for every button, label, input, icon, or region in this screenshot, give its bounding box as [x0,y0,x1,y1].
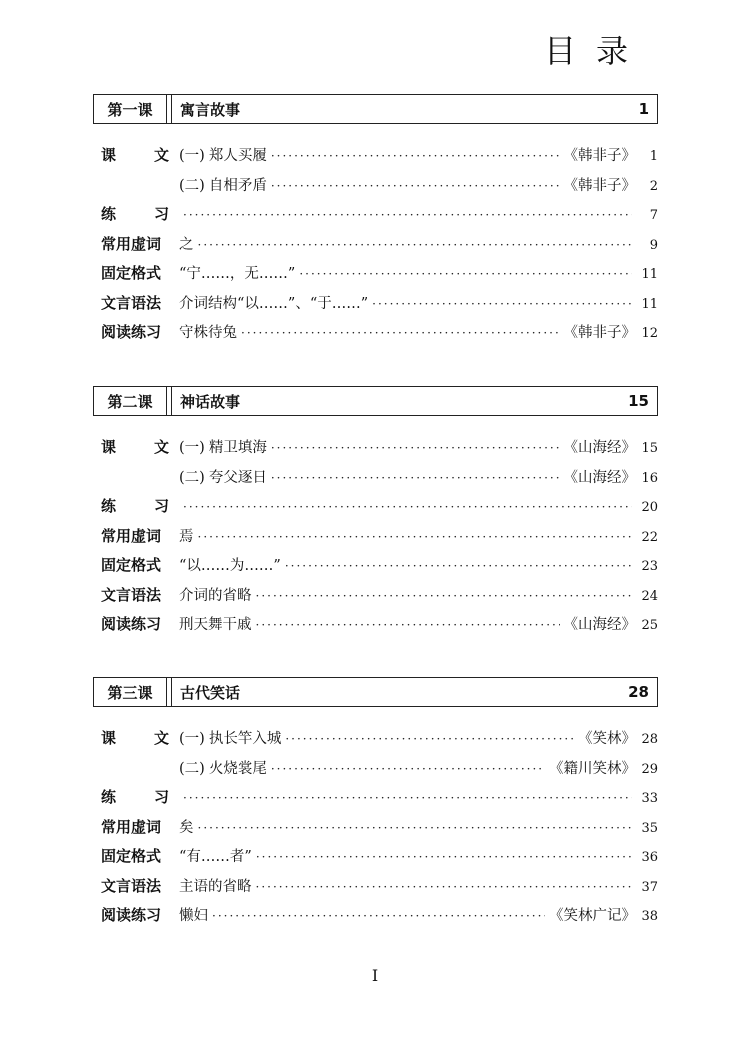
toc-entry[interactable] [93,875,658,905]
entry-source: 《韩非子》 [563,148,636,164]
dot-leader [271,149,560,163]
dot-leader [271,471,560,485]
entry-label [179,845,252,866]
toc-entry[interactable] [93,436,658,466]
entry-label [179,262,295,283]
entry-page-number: 28 [641,732,658,747]
entry-page-number: 25 [641,618,658,633]
entry-category: 固定格式 [101,847,162,865]
entry-text: 主语的省略 [179,878,252,895]
toc-entry[interactable] [93,554,658,584]
entry-page-number: 2 [649,178,658,194]
dot-leader [256,850,632,864]
entry-source: 《笑林》 [578,731,636,747]
dot-leader [256,618,560,632]
dot-leader [271,762,545,776]
toc-entry[interactable] [93,174,658,204]
entry-page-number: 15 [641,441,658,456]
page-title: 目录 [543,32,648,70]
entry-category: 固定格式 [101,264,162,282]
toc-entry[interactable] [93,845,658,875]
lesson-header[interactable] [93,94,658,124]
dot-leader [372,297,632,311]
toc-entry[interactable] [93,525,658,555]
entry-category: 文言语法 [101,293,162,312]
entry-source: 《籍川笑林》 [549,760,636,777]
entry-label [179,554,281,575]
entry-label [179,144,267,165]
entry-category: 常用虚词 [101,526,162,545]
entry-text: 郑人买履 [208,148,267,164]
lesson-title-bar [171,678,657,706]
lesson-number: 第三课 [94,678,167,706]
toc-entry[interactable] [93,262,658,292]
entry-text: 焉 [179,528,194,545]
entry-label [179,727,281,748]
entry-page-number: 7 [649,208,658,223]
entry-page-number: 36 [641,850,658,865]
entry-label [179,816,194,837]
dot-leader [183,208,632,222]
toc-entry[interactable] [93,321,658,351]
dot-leader [198,530,633,544]
entry-text: “宁……，无……” [179,266,296,282]
lesson-title: 古代笑话 [180,683,241,702]
entry-label [179,875,252,896]
lesson-title-bar [171,387,657,415]
entry-page-number: 35 [641,820,658,836]
entry-label [179,436,267,457]
entry-text: 自相矛盾 [208,177,267,194]
entry-text: 介词结构“以……”、“于……” [179,295,369,312]
entry-category: 常用虚词 [101,234,162,253]
toc-entry[interactable] [93,233,658,263]
entry-page-number: 23 [641,559,658,574]
entry-page-number: 29 [641,761,658,777]
toc-entry[interactable] [93,727,658,757]
toc-entry[interactable] [93,584,658,614]
dot-leader [241,326,560,340]
page-number: I [371,966,379,985]
lesson-section [93,94,658,351]
entry-source: 《山海经》 [563,617,636,633]
lesson-number: 第一课 [94,95,167,123]
entry-sub-number: (一) [179,148,205,164]
entry-page-number: 33 [641,791,658,806]
entry-sub-number: (二) [179,760,205,777]
dot-leader [256,589,633,603]
entry-page-number: 11 [641,296,658,312]
entry-category: 常用虚词 [101,817,162,836]
toc-entry[interactable] [93,904,658,934]
entry-category: 课 文 [101,146,169,164]
entry-source: 《韩非子》 [563,177,636,194]
toc-entry[interactable] [93,292,658,322]
entry-page-number: 12 [641,326,658,341]
entry-category: 课 文 [101,729,169,747]
entry-page-number: 1 [649,149,658,164]
entry-page-number: 37 [641,879,658,895]
entry-page-number: 24 [641,588,658,604]
entry-text: 懒妇 [179,908,208,924]
entry-sub-number: (一) [179,731,205,747]
lesson-header[interactable] [93,677,658,707]
lesson-title: 寓言故事 [180,100,241,119]
entry-sub-number: (二) [179,469,205,486]
entry-category: 固定格式 [101,556,162,574]
entry-category: 课 文 [101,438,169,456]
entry-page-number: 11 [641,267,658,282]
entry-page-number: 22 [641,529,658,545]
dot-leader [198,821,633,835]
lesson-section [93,386,658,643]
lesson-title-bar [171,95,657,123]
toc-entry[interactable] [93,816,658,846]
dot-leader [285,732,574,746]
entry-category: 文言语法 [101,876,162,895]
entry-category: 练 习 [101,497,169,515]
dot-leader [285,559,632,573]
entry-label [179,233,194,254]
entry-category: 阅读练习 [101,615,162,633]
entry-text: 刑天舞干戚 [179,617,252,633]
entry-text: 夸父逐日 [208,469,267,486]
entry-category: 练 习 [101,788,169,806]
toc-entry[interactable] [93,757,658,787]
dot-leader [183,500,632,514]
entry-text: 精卫填海 [208,440,267,456]
toc-entry[interactable] [93,495,658,525]
dot-leader [183,791,632,805]
entry-source: 《韩非子》 [563,325,636,341]
lesson-section [93,677,658,934]
lesson-page-number: 1 [638,100,649,118]
entry-page-number: 38 [641,909,658,924]
dot-leader [271,179,560,193]
lesson-number: 第二课 [94,387,167,415]
entry-label [179,757,267,778]
entry-source: 《笑林广记》 [549,908,636,924]
entry-text: 守株待兔 [179,325,237,341]
entry-category: 练 习 [101,205,169,223]
entry-text: 介词的省略 [179,587,252,604]
dot-leader [212,909,545,923]
dot-leader [198,238,633,252]
entry-text: 之 [179,236,194,253]
entry-label [179,292,368,313]
lesson-page-number: 15 [628,392,649,410]
entry-text: 火烧裳尾 [208,760,267,777]
dot-leader [299,267,632,281]
entry-label [179,904,208,925]
entry-text: “有……者” [179,849,252,865]
entry-page-number: 20 [641,500,658,515]
entry-label [179,321,237,342]
entry-source: 《山海经》 [563,440,636,456]
entry-page-number: 9 [649,237,658,253]
entry-label [179,584,252,605]
entry-category: 阅读练习 [101,906,162,924]
entry-label [179,613,252,634]
toc-entry[interactable] [93,613,658,643]
entry-label [179,174,267,195]
toc-entry[interactable] [93,203,658,233]
dot-leader [271,441,560,455]
lesson-title: 神话故事 [180,392,241,411]
toc-entry[interactable] [93,786,658,816]
entry-source: 《山海经》 [563,469,636,486]
toc-entry[interactable] [93,466,658,496]
dot-leader [256,880,633,894]
entry-text: 执长竿入城 [208,731,282,747]
entry-sub-number: (二) [179,177,205,194]
entry-label [179,525,194,546]
entry-label [179,466,267,487]
lesson-page-number: 28 [628,683,649,701]
entry-text: “以……为……” [179,558,281,574]
entry-sub-number: (一) [179,440,205,456]
entry-category: 阅读练习 [101,323,162,341]
toc-entry[interactable] [93,144,658,174]
entry-page-number: 16 [641,470,658,486]
lesson-header[interactable] [93,386,658,416]
entry-category: 文言语法 [101,585,162,604]
entry-text: 矣 [179,819,194,836]
